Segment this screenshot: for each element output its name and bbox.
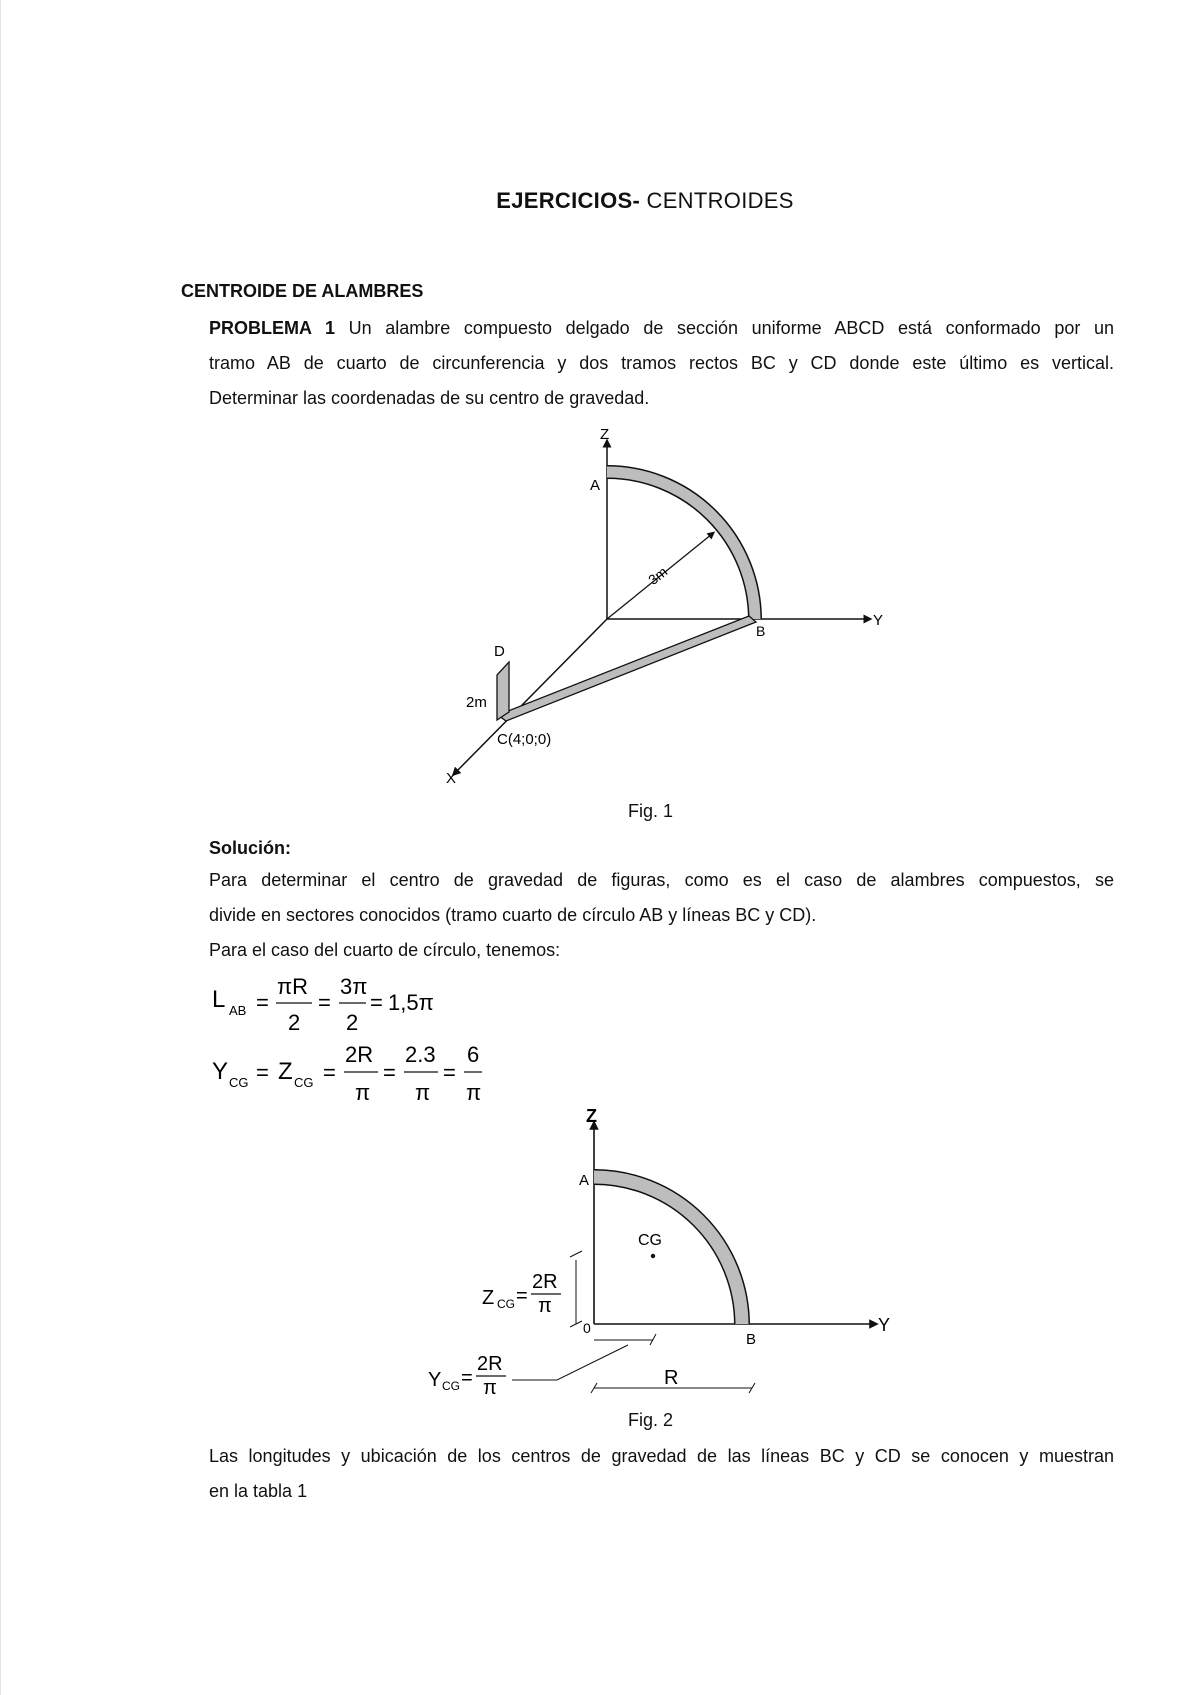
eq2-y: Y — [212, 1058, 229, 1085]
fig1-label-height: 2m — [466, 694, 487, 711]
closing-line-2: en la tabla 1 — [209, 1481, 308, 1501]
fig2-zcg-den: π — [538, 1295, 552, 1317]
title-bold: EJERCICIOS- — [496, 188, 641, 213]
eq2-frac1-den: π — [355, 1080, 371, 1105]
fig1-caption: Fig. 1 — [628, 801, 674, 821]
eq1-lhs-sub: AB — [229, 1003, 247, 1018]
eq1-equals-1: = — [256, 990, 269, 1015]
fig2-zcg-tick-top — [570, 1251, 582, 1257]
solution-line-2: divide en sectores conocidos (tramo cuarto de círculo AB y líneas BC y CD). — [209, 905, 817, 925]
fig2-zcg-num: 2R — [532, 1271, 558, 1293]
fig2-arc-ab-fill — [594, 1177, 742, 1324]
eq2-equals-4: = — [443, 1060, 456, 1085]
title-rest: CENTROIDES — [640, 188, 794, 213]
eq2-equals-1: = — [256, 1060, 269, 1085]
fig2-zcg-z: Z — [482, 1287, 495, 1309]
fig1-label-b: B — [756, 623, 766, 639]
fig2-ycg-den: π — [483, 1377, 497, 1399]
fig2-caption: Fig. 2 — [628, 1410, 674, 1430]
fig2-label-a: A — [579, 1172, 590, 1189]
fig1-label-radius: 3m — [645, 563, 671, 588]
eq2-equals-3: = — [383, 1060, 396, 1085]
fig2-label-y: Y — [878, 1315, 891, 1335]
fig1-label-a: A — [590, 477, 601, 494]
eq1-lhs: L — [212, 986, 226, 1013]
fig2-ycg-sub: CG — [442, 1379, 460, 1393]
problem-text-1: Un alambre compuesto delgado de sección uniforme ABCD está conformado por un — [334, 318, 1114, 338]
solution-heading: Solución: — [209, 838, 291, 858]
solution-line-1: Para determinar el centro de gravedad de figuras, como es el caso de alambres compuestos, se — [209, 870, 1114, 890]
eq1-equals-3: = — [370, 990, 383, 1015]
fig2-label-cg: CG — [638, 1232, 662, 1249]
fig1-label-d: D — [494, 643, 505, 660]
eq2-frac2-den: π — [415, 1080, 431, 1105]
fig2-zcg-sub: CG — [497, 1297, 515, 1311]
fig2-label-b: B — [746, 1331, 757, 1348]
eq2-frac3-den: π — [466, 1080, 482, 1105]
eq2-equals-2: = — [323, 1060, 336, 1085]
fig2-ycg-leader — [512, 1345, 628, 1380]
eq2-y-sub: CG — [229, 1075, 249, 1090]
fig2-ycg-y: Y — [428, 1369, 442, 1391]
fig1-label-z: Z — [600, 426, 610, 443]
eq2-frac1-num: 2R — [345, 1042, 374, 1067]
fig2-cg-dot — [651, 1254, 655, 1258]
solution-line-3: Para el caso del cuarto de círculo, tenemos: — [209, 940, 561, 960]
problem-line-3: Determinar las coordenadas de su centro de gravedad. — [209, 388, 650, 408]
closing-line-1: Las longitudes y ubicación de los centros de gravedad de las líneas BC y CD se conocen y muestran — [209, 1446, 1114, 1466]
fig1-label-y: Y — [873, 612, 884, 629]
fig2-label-origin: 0 — [583, 1320, 591, 1336]
eq2-frac3-num: 6 — [467, 1042, 480, 1067]
eq1-result: 1,5π — [388, 990, 434, 1015]
eq1-equals-2: = — [318, 990, 331, 1015]
eq2-z: Z — [278, 1058, 293, 1085]
fig2-label-r: R — [664, 1367, 679, 1389]
fig2-zcg-eq: = — [516, 1285, 528, 1307]
fig1-label-x: X — [446, 770, 457, 787]
fig2-ycg-num: 2R — [477, 1353, 503, 1375]
problem-label: PROBLEMA 1 — [209, 318, 335, 338]
section-heading: CENTROIDE DE ALAMBRES — [181, 281, 424, 301]
eq1-frac2-den: 2 — [346, 1010, 359, 1035]
eq2-z-sub: CG — [294, 1075, 314, 1090]
fig2-ycg-eq: = — [461, 1367, 473, 1389]
fig1-label-c: C(4;0;0) — [497, 731, 552, 748]
eq1-frac1-den: 2 — [288, 1010, 301, 1035]
fig2-label-z: Z — [586, 1106, 597, 1126]
eq1-frac1-num: πR — [277, 974, 309, 999]
problem-line-2: tramo AB de cuarto de circunferencia y dos tramos rectos BC y CD donde este último es vertical. — [209, 353, 1114, 373]
eq1-frac2-num: 3π — [340, 974, 368, 999]
eq2-frac2-num: 2.3 — [405, 1042, 436, 1067]
